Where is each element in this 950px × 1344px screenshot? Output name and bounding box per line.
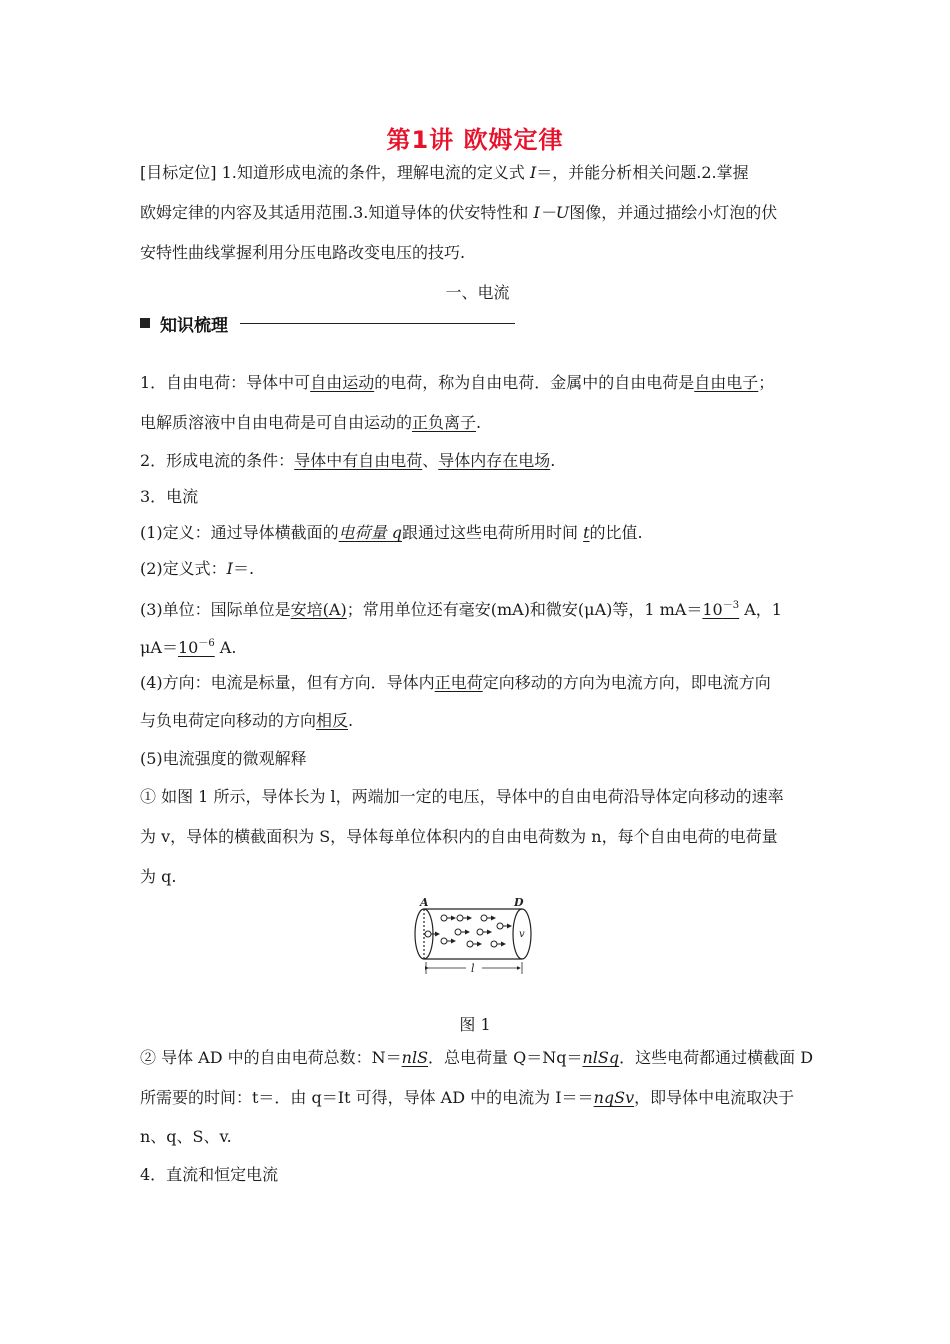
text: ；: [758, 373, 775, 392]
text: ．这些电荷都通过横截面 D: [619, 1048, 814, 1067]
answer-blank: 电荷量 q: [338, 523, 403, 542]
free-charges: [425, 915, 511, 947]
formula-I: I: [226, 559, 233, 578]
knowledge-heading: [140, 312, 515, 334]
text: 所需要的时间：t＝．由 q＝It 可得，导体 AD 中的电流为 I＝＝: [140, 1088, 594, 1107]
intro-text: 图像，并通过描绘小灯泡的伏: [569, 203, 778, 222]
answer-blank: 导体中有自由电荷: [294, 451, 423, 470]
text: ，即导体中电流取决于: [634, 1088, 795, 1107]
answer-blank: 导体内存在电场: [438, 451, 551, 470]
formula-I: I: [529, 163, 537, 182]
text: 1．自由电荷：导体中可: [140, 373, 311, 392]
intro-text: 欧姆定律的内容及其适用范围.3.知道导体的伏安特性和: [140, 203, 534, 222]
heading-rule: [240, 323, 515, 324]
text: μA＝: [140, 638, 178, 657]
conductor-diagram: [408, 896, 543, 976]
text: .: [476, 413, 482, 432]
item-1-line-1: [140, 373, 815, 393]
text: 10: [702, 600, 723, 619]
intro-line-3: 安特性曲线掌握利用分压电路改变电压的技巧.: [140, 243, 466, 262]
lesson-title: 第1讲 欧姆定律: [386, 126, 564, 154]
text: (2)定义式：: [140, 559, 227, 578]
answer-blank: 正电荷: [434, 673, 483, 692]
text: 电解质溶液中自由电荷是可自由运动的: [140, 413, 413, 432]
answer-blank: [178, 638, 215, 657]
item-3-4-line-2: [140, 711, 815, 731]
text: ；常用单位还有毫安(mA)和微安(μA)等，1 mA＝: [346, 600, 703, 619]
answer-blank: nlS: [401, 1048, 429, 1067]
label-l: l: [471, 962, 475, 975]
exponent: －3: [722, 600, 740, 611]
text: 的比值.: [589, 523, 643, 542]
formula-IU: I－U: [533, 203, 570, 222]
micro-line-2: 为 v，导体的横截面积为 S，导体每单位体积内的自由电荷数为 n，每个自由电荷的电荷量: [140, 827, 778, 846]
text: .: [348, 711, 354, 730]
micro2-line-3: n、q、S、v.: [140, 1127, 232, 1146]
micro-line-3: 为 q.: [140, 867, 177, 886]
item-3-1: [140, 523, 815, 543]
item-3-4-line-1: [140, 673, 815, 693]
answer-blank: t: [583, 523, 590, 542]
text: 、: [422, 451, 439, 470]
label-A: A: [420, 896, 429, 909]
text: 10: [177, 638, 199, 657]
answer-blank: [702, 600, 739, 619]
label-v: v: [519, 929, 525, 940]
text: 的电荷，称为自由电荷．金属中的自由电荷是: [374, 373, 695, 392]
item-4: 4．直流和恒定电流: [140, 1165, 279, 1184]
square-bullet-icon: [140, 318, 150, 328]
text: (1)定义：通过导体横截面的: [140, 523, 339, 542]
text: 与负电荷定向移动的方向: [140, 711, 317, 730]
answer-blank: 自由电子: [694, 373, 759, 392]
micro2-line-1: [140, 1048, 815, 1068]
heading-text: 知识梳理: [160, 315, 228, 336]
item-1-line-2: [140, 413, 815, 433]
text: 2．形成电流的条件：: [140, 451, 295, 470]
text: (3)单位：国际单位是: [140, 600, 291, 619]
answer-blank: 安培(A): [290, 600, 347, 619]
label-D: D: [514, 896, 524, 909]
text: (4)方向：电流是标量，但有方向．导体内: [140, 673, 435, 692]
answer-blank: nqSv: [593, 1088, 635, 1107]
micro-line-1: ① 如图 1 所示，导体长为 l，两端加一定的电压，导体中的自由电荷沿导体定向移动的速率: [140, 787, 784, 806]
item-3-3-line-2: [140, 634, 815, 658]
micro2-line-2: [140, 1088, 815, 1108]
text: ② 导体 AD 中的自由电荷总数：N＝: [140, 1048, 402, 1067]
intro-line-2: [140, 203, 815, 223]
answer-blank: 自由运动: [310, 373, 375, 392]
item-2: [140, 451, 815, 471]
figure-caption: 图 1: [459, 1015, 491, 1034]
intro-line-1: [140, 163, 815, 183]
item-3-5: (5)电流强度的微观解释: [140, 749, 307, 768]
text: 跟通过这些电荷所用时间: [402, 523, 584, 542]
text: .: [550, 451, 556, 470]
text: ＝.: [233, 559, 255, 578]
section-title: 一、电流: [445, 283, 510, 302]
item-3-3-line-1: [140, 596, 815, 620]
answer-blank: 正负离子: [412, 413, 477, 432]
text: A，1: [739, 600, 782, 619]
item-3-2: [140, 559, 815, 579]
answer-blank: 相反: [316, 711, 349, 730]
text: ．总电荷量 Q＝Nq＝: [428, 1048, 583, 1067]
item-3: 3．电流: [140, 487, 199, 506]
intro-text: ＝，并能分析相关问题.2.掌握: [536, 163, 749, 182]
intro-text: [目标定位] 1.知道形成电流的条件，理解电流的定义式: [140, 163, 530, 182]
text: A.: [214, 638, 237, 657]
exponent: －6: [198, 638, 215, 649]
answer-blank: nlSq: [582, 1048, 620, 1067]
text: 定向移动的方向为电流方向，即电流方向: [482, 673, 771, 692]
